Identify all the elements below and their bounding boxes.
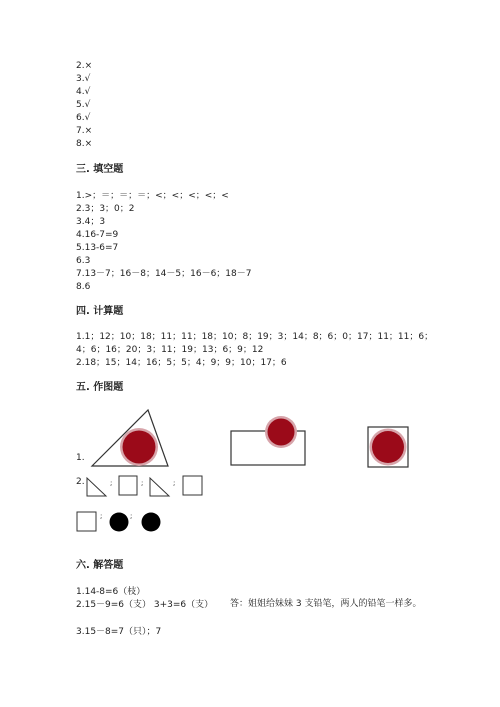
- pattern-separator: ;: [141, 479, 144, 487]
- pattern-square: [77, 512, 96, 531]
- pattern-black-circle: [142, 513, 161, 532]
- pattern-separator: ;: [110, 479, 113, 487]
- judge-answer: 6.√: [76, 113, 91, 123]
- pattern-separator: ;: [100, 512, 103, 520]
- section-title-fill: 三. 填空题: [76, 164, 124, 175]
- fill-answer: 5.13-6=7: [76, 243, 119, 253]
- calc-answer-2: 2.18；15；14；16；5；5；4；9；9；10；17；6: [76, 358, 287, 368]
- pattern-triangle: [150, 478, 169, 496]
- square-with-circle: [368, 427, 408, 467]
- judge-answer: 4.√: [76, 87, 91, 97]
- draw-item-label: 2.: [76, 477, 85, 487]
- pattern-triangle: [87, 478, 106, 496]
- draw-item-label: 1.: [76, 453, 85, 463]
- pattern-square: [183, 476, 202, 495]
- fill-answer: 4.16-7=9: [76, 230, 119, 240]
- fill-answer: 2.3；3；0；2: [76, 204, 135, 214]
- fill-answer: 7.13－7；16－8；14－5；16－6；18－7: [76, 269, 252, 279]
- triangle-with-circle: [92, 410, 168, 466]
- section-title-calc: 四. 计算题: [76, 306, 124, 317]
- pattern-square: [119, 476, 137, 495]
- solve-answer-2: 2.15－9=6（支） 3+3=6（支）: [76, 600, 214, 610]
- pattern-separator: ;: [130, 512, 133, 520]
- solve-answer-1: 1.14-8=6（枝）: [76, 587, 146, 597]
- fill-answer: 1.>；＝；＝；＝；<；<；<；<；<: [76, 191, 229, 201]
- fill-answer: 8.6: [76, 282, 91, 292]
- judge-answer: 5.√: [76, 100, 91, 110]
- rectangle-with-circle: [231, 416, 305, 465]
- judge-answer: 2.×: [76, 61, 93, 71]
- section-title-draw: 五. 作图题: [76, 382, 124, 393]
- solve-answer-2-statement: 答：姐姐给妹妹 3 支铅笔，两人的铅笔一样多。: [230, 599, 422, 609]
- fill-answer: 6.3: [76, 256, 91, 266]
- judge-answer: 8.×: [76, 139, 93, 149]
- calc-answer-1: 1.1；12；10；18；11；11；18；10；8；19；3；14；8；6；0；17；11；11；6；4；6；16；20；3；11；19；13；6；9；12: [76, 332, 434, 355]
- solve-answer-3: 3.15－8=7（只）；7: [76, 627, 162, 637]
- fill-answer: 3.4；3: [76, 217, 106, 227]
- pattern-black-circle: [110, 513, 129, 532]
- judge-answer: 7.×: [76, 126, 93, 136]
- section-title-solve: 六. 解答题: [76, 560, 124, 571]
- judge-answer: 3.√: [76, 74, 91, 84]
- pattern-separator: ;: [173, 479, 176, 487]
